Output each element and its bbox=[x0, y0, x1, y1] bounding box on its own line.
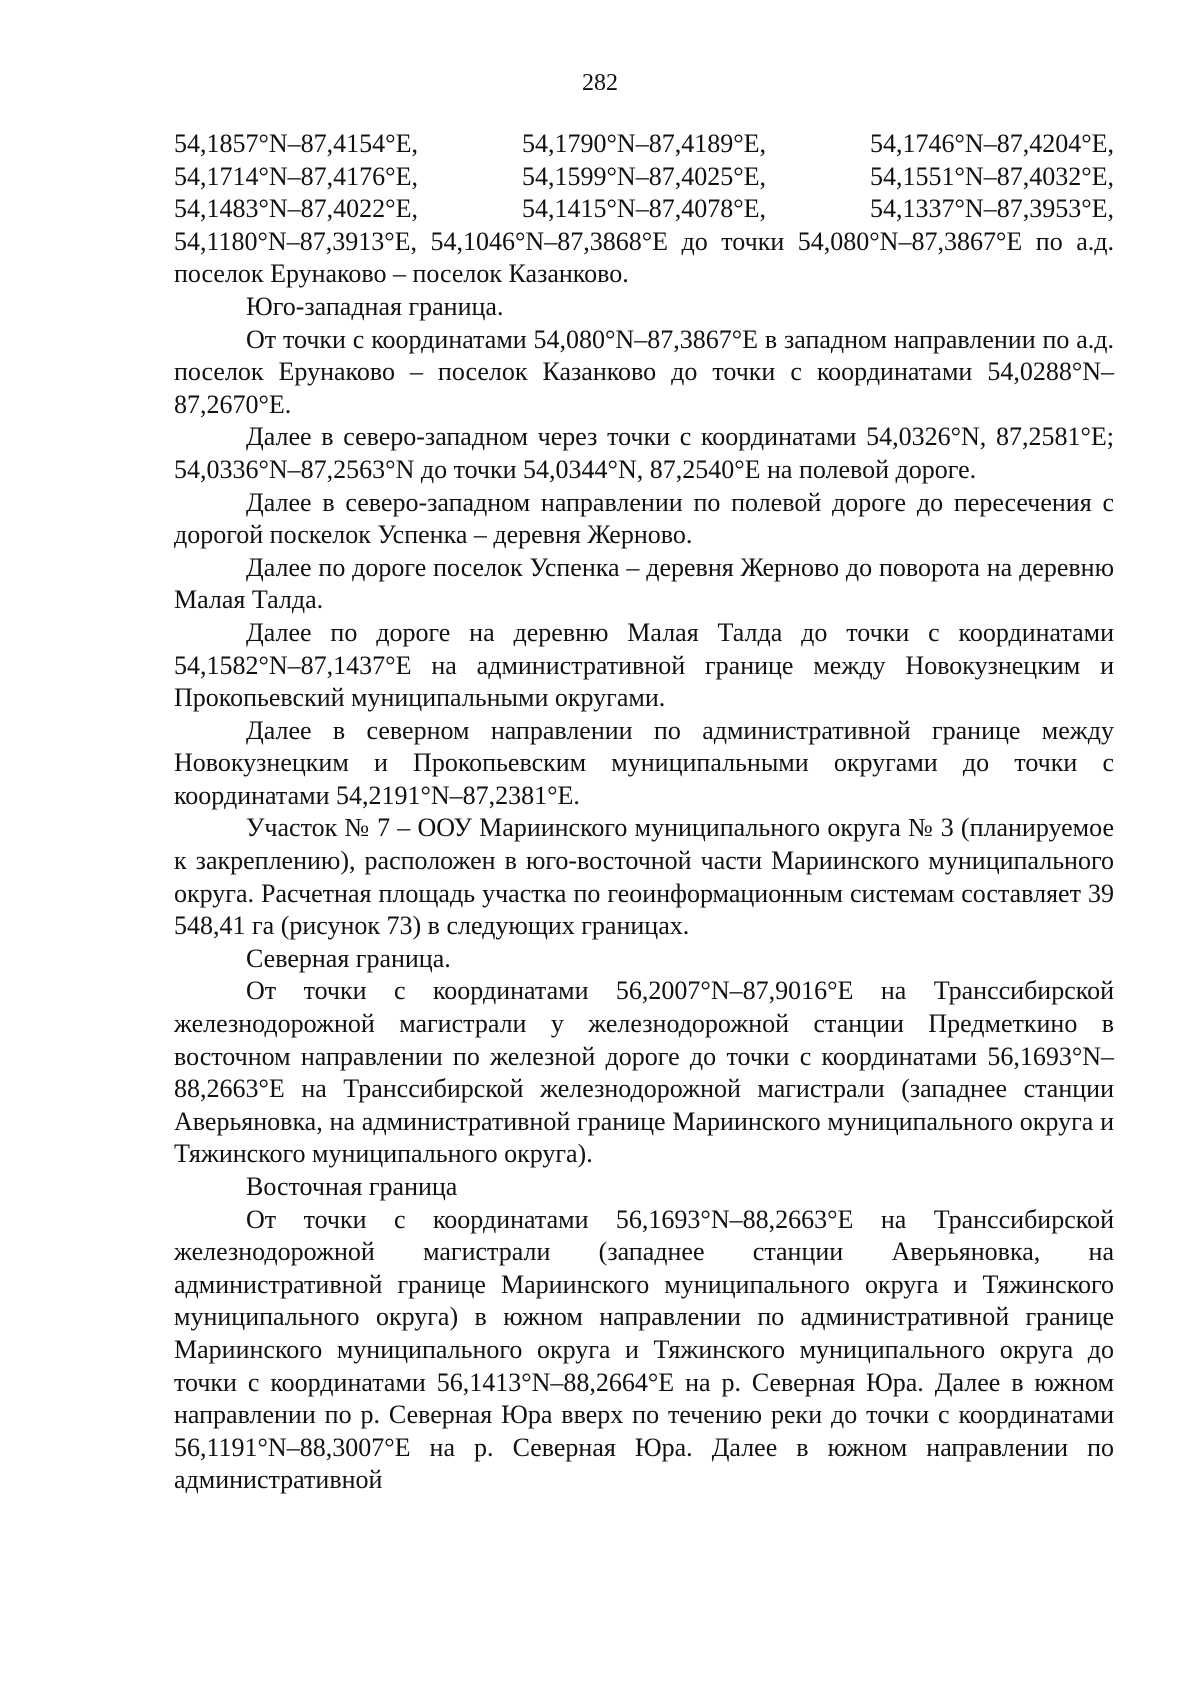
paragraph-plot-7: Участок № 7 – ООУ Мариинского муниципального округа № 3 (планируемое к закреплению), расположен в юго-восточной части Мариинского муниципального округа. Расчетная площадь участка по геоинформационным системам составляет 39 548,41 га (рисунок 73) в следующих границах. bbox=[174, 813, 1114, 941]
coordinate-row bbox=[174, 128, 1114, 161]
coordinate-cell: 54,1790°N–87,4189°E, bbox=[522, 129, 766, 158]
paragraph: От точки с координатами 56,1693°N–88,2663°E на Транссибирской железнодорожной магистрали (западнее станции Аверьяновка, на административной границе Мариинского муниципального округа и Тяжинского муниципального округа) в южном направлении по административной границе Мариинского муниципального округа и Тяжинского муниципального округа до точки с координатами 56,1413°N–88,2664°E на р. Северная Юра. Далее в южном направлении по р. Северная Юра вверх по течению реки до точки с координатами 56,1191°N–88,3007°E на р. Северная Юра. Далее в южном направлении по административной bbox=[174, 1204, 1114, 1495]
paragraph: Далее по дороге на деревню Малая Талда до точки с координатами 54,1582°N–87,1437°E на административной границе между Новокузнецким и Прокопьевский муниципальными округами. bbox=[174, 617, 1114, 713]
paragraph-coordinates-continued: 54,1180°N–87,3913°E, 54,1046°N–87,3868°E до точки 54,080°N–87,3867°E по а.д. поселок Ерунаково – поселок Казанково. bbox=[174, 226, 1114, 289]
paragraph: Далее в северном направлении по административной границе между Новокузнецким и Прокопьевским муниципальными округами до точки с координатами 54,2191°N–87,2381°E. bbox=[174, 715, 1114, 810]
coordinate-cell: 54,1746°N–87,4204°E, bbox=[870, 129, 1114, 158]
heading-southwest-border: Юго-западная граница. bbox=[246, 291, 504, 321]
coordinate-row bbox=[174, 161, 1114, 194]
heading-north-border: Северная граница. bbox=[246, 943, 451, 973]
coordinate-cell: 54,1551°N–87,4032°E, bbox=[870, 161, 1114, 191]
page-number: 282 bbox=[582, 70, 618, 96]
coordinate-cell: 54,1599°N–87,4025°E, bbox=[522, 161, 766, 191]
coordinate-cell: 54,1857°N–87,4154°E, bbox=[174, 129, 418, 158]
paragraph: Далее в северо-западном через точки с координатами 54,0326°N, 87,2581°E; 54,0336°N–87,2563°N до точки 54,0344°N, 87,2540°E на полевой дороге. bbox=[174, 422, 1114, 484]
paragraph: Далее по дороге поселок Успенка – деревня Жерново до поворота на деревню Малая Талда. bbox=[174, 552, 1114, 615]
coordinate-cell: 54,1483°N–87,4022°E, bbox=[174, 194, 418, 224]
paragraph: Далее в северо-западном направлении по полевой дороге до пересечения с дорогой поскелок Успенка – деревня Жерново. bbox=[174, 487, 1114, 550]
document-body bbox=[174, 128, 1114, 1497]
coordinate-row bbox=[174, 193, 1114, 226]
paragraph: От точки с координатами 54,080°N–87,3867°E в западном направлении по а.д. поселок Ерунаково – поселок Казанково до точки с координатами 54,0288°N–87,2670°E. bbox=[174, 324, 1114, 419]
paragraph: От точки с координатами 56,2007°N–87,9016°E на Транссибирской железнодорожной магистрали у железнодорожной станции Предметкино в восточном направлении по железной дороге до точки с координатами 56,1693°N–88,2663°E на Транссибирской железнодорожной магистрали (западнее станции Аверьяновка, на административной границе Мариинского муниципального округа и Тяжинского муниципального округа). bbox=[174, 976, 1114, 1169]
coordinate-cell: 54,1714°N–87,4176°E, bbox=[174, 161, 418, 191]
coordinate-cell: 54,1337°N–87,3953°E, bbox=[870, 194, 1114, 224]
coordinate-cell: 54,1415°N–87,4078°E, bbox=[522, 194, 766, 224]
heading-east-border: Восточная граница bbox=[246, 1172, 458, 1201]
